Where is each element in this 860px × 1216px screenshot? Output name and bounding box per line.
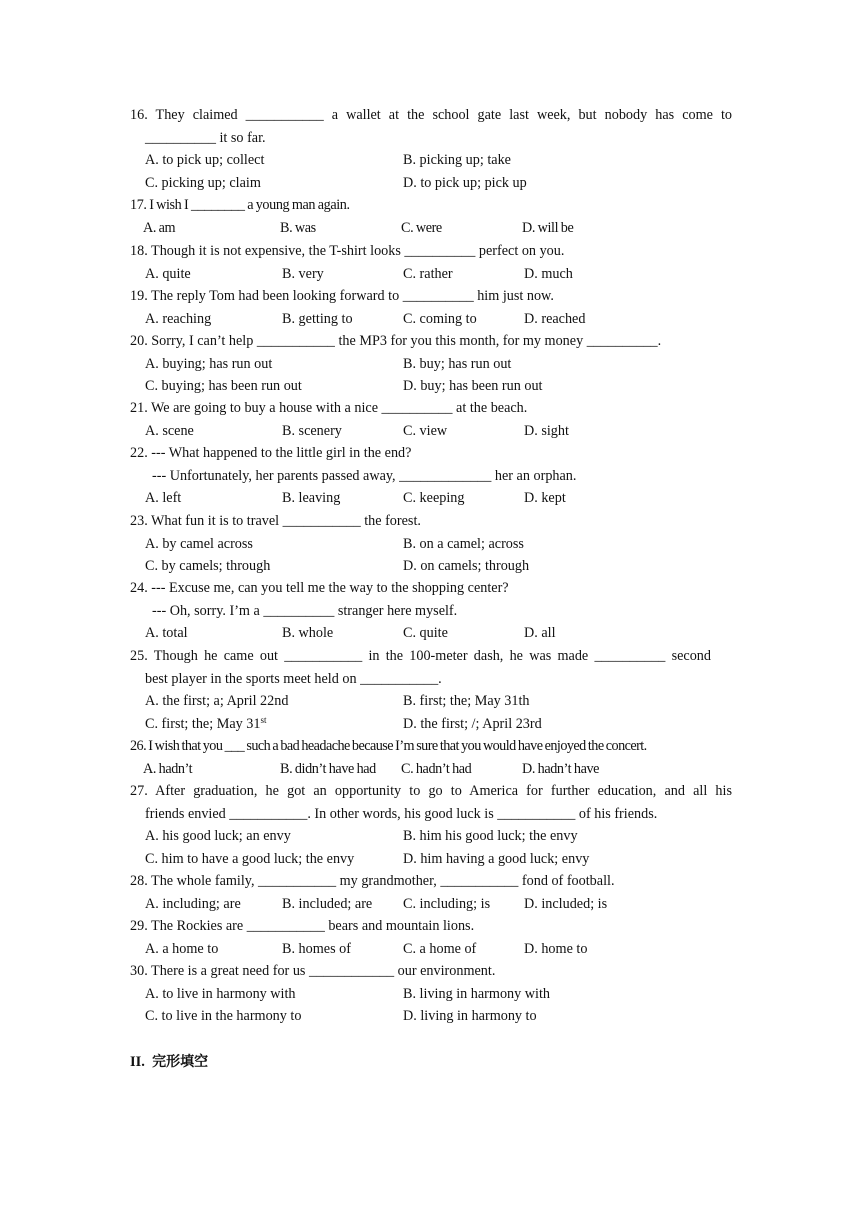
option-row xyxy=(130,690,732,713)
question-17 xyxy=(130,194,732,239)
option-row xyxy=(130,825,732,848)
question-stem-continued: friends envied ___________. In other words, his good luck is ___________ of his friends. xyxy=(145,805,658,822)
option-d[interactable]: D. to pick up; pick up xyxy=(403,174,527,191)
option-c[interactable]: C. coming to xyxy=(403,310,477,327)
option-c[interactable]: C. were xyxy=(401,219,442,236)
question-30 xyxy=(130,960,732,1028)
option-row xyxy=(130,848,732,871)
question-stem: 17. I wish I ________ a young man again. xyxy=(130,197,350,213)
question-19 xyxy=(130,285,732,330)
option-row xyxy=(130,308,732,331)
option-d[interactable]: D. all xyxy=(524,625,556,642)
option-b[interactable]: B. homes of xyxy=(282,940,351,957)
option-c[interactable]: C. including; is xyxy=(403,895,491,912)
option-b[interactable]: B. scenery xyxy=(282,422,342,439)
option-row xyxy=(130,149,732,172)
option-c[interactable]: C. first; the; May 31st xyxy=(145,714,267,732)
question-21 xyxy=(130,397,732,442)
option-b[interactable]: B. living in harmony with xyxy=(403,985,550,1002)
option-row xyxy=(130,758,750,781)
option-row xyxy=(130,353,732,376)
section-heading xyxy=(130,1051,208,1071)
question-25 xyxy=(130,645,732,735)
question-stem: 29. The Rockies are ___________ bears and mountain lions. xyxy=(130,918,475,934)
option-c[interactable]: C. by camels; through xyxy=(145,558,271,575)
option-c[interactable]: C. to live in the harmony to xyxy=(145,1008,302,1025)
dialogue-reply: --- Unfortunately, her parents passed away, _____________ her an orphan. xyxy=(152,467,577,484)
option-d[interactable]: D. on camels; through xyxy=(403,558,530,575)
option-b[interactable]: B. first; the; May 31th xyxy=(403,693,530,710)
option-b[interactable]: B. leaving xyxy=(282,490,341,507)
question-28 xyxy=(130,870,732,915)
question-stem: 20. Sorry, I can’t help ___________ the MP3 for you this month, for my money __________. xyxy=(130,333,662,349)
section-number: II. xyxy=(130,1054,145,1070)
question-23 xyxy=(130,510,732,578)
question-stem: 26. I wish that you ___ such a bad headache because I’m sure that you would have enjoyed the concert. xyxy=(130,738,647,754)
section-title: 完形填空 xyxy=(152,1054,209,1070)
question-stem-continued: best player in the sports meet held on ___________. xyxy=(145,670,442,687)
option-d[interactable]: D. much xyxy=(524,265,573,282)
option-a[interactable]: A. am xyxy=(143,219,176,236)
option-row xyxy=(130,713,732,736)
option-row xyxy=(130,263,732,286)
option-row xyxy=(130,375,732,398)
option-row xyxy=(130,420,732,443)
option-row xyxy=(130,893,732,916)
option-a[interactable]: A. hadn’t xyxy=(143,760,193,777)
option-c[interactable]: C. picking up; claim xyxy=(145,174,261,191)
option-b[interactable]: B. picking up; take xyxy=(403,152,511,169)
option-a[interactable]: A. by camel across xyxy=(145,535,253,552)
option-row xyxy=(130,1005,732,1028)
option-b[interactable]: B. getting to xyxy=(282,310,353,327)
ordinal-superscript: st xyxy=(260,714,267,725)
question-stem: 23. What fun it is to travel ___________ the forest. xyxy=(130,513,421,529)
question-27 xyxy=(130,780,732,870)
option-a[interactable]: A. including; are xyxy=(145,895,241,912)
option-a[interactable]: A. the first; a; April 22nd xyxy=(145,693,289,710)
option-d[interactable]: D. the first; /; April 23rd xyxy=(403,715,542,732)
option-c[interactable]: C. hadn’t had xyxy=(401,760,472,777)
question-stem: 16. They claimed ___________ a wallet at the school gate last week, but nobody has come to xyxy=(130,107,732,123)
question-stem-continued: __________ it so far. xyxy=(145,129,266,146)
question-24 xyxy=(130,577,732,645)
option-b[interactable]: B. didn’t have had xyxy=(280,760,376,777)
question-stem: 21. We are going to buy a house with a nice __________ at the beach. xyxy=(130,400,528,416)
option-row xyxy=(130,172,732,195)
option-row xyxy=(130,983,732,1006)
option-a[interactable]: A. reaching xyxy=(145,310,212,327)
option-c[interactable]: C. buying; has been run out xyxy=(145,378,302,395)
option-row xyxy=(130,622,732,645)
option-d[interactable]: D. home to xyxy=(524,940,588,957)
option-d[interactable]: D. him having a good luck; envy xyxy=(403,850,590,867)
question-18 xyxy=(130,240,732,285)
option-c[interactable]: C. keeping xyxy=(403,490,465,507)
option-a[interactable]: A. quite xyxy=(145,265,191,282)
option-a[interactable]: A. to live in harmony with xyxy=(145,985,296,1002)
option-d[interactable]: D. will be xyxy=(522,219,574,236)
question-stem: 30. There is a great need for us ____________ our environment. xyxy=(130,963,496,979)
dialogue-reply: --- Oh, sorry. I’m a __________ stranger here myself. xyxy=(152,602,458,619)
option-c[interactable]: C. him to have a good luck; the envy xyxy=(145,850,355,867)
option-b[interactable]: B. whole xyxy=(282,625,334,642)
option-a[interactable]: A. to pick up; collect xyxy=(145,152,265,169)
option-b[interactable]: B. included; are xyxy=(282,895,373,912)
option-a[interactable]: A. total xyxy=(145,625,188,642)
option-d[interactable]: D. reached xyxy=(524,310,586,327)
option-a[interactable]: A. his good luck; an envy xyxy=(145,828,291,845)
option-row xyxy=(130,487,732,510)
option-d[interactable]: D. living in harmony to xyxy=(403,1008,537,1025)
question-20 xyxy=(130,330,732,398)
option-b[interactable]: B. very xyxy=(282,265,324,282)
option-a[interactable]: A. left xyxy=(145,490,182,507)
option-a[interactable]: A. scene xyxy=(145,422,194,439)
question-stem: 24. --- Excuse me, can you tell me the way to the shopping center? xyxy=(130,580,509,596)
question-stem: 18. Though it is not expensive, the T-shirt looks __________ perfect on you. xyxy=(130,243,565,259)
option-b[interactable]: B. on a camel; across xyxy=(403,535,524,552)
option-c[interactable]: C. quite xyxy=(403,625,448,642)
option-row xyxy=(130,555,732,578)
option-d[interactable]: D. hadn’t have xyxy=(522,760,600,777)
option-d[interactable]: D. buy; has been run out xyxy=(403,378,543,395)
option-c[interactable]: C. rather xyxy=(403,265,453,282)
question-stem: 19. The reply Tom had been looking forward to __________ him just now. xyxy=(130,288,554,304)
question-stem: 28. The whole family, ___________ my grandmother, ___________ fond of football. xyxy=(130,873,615,889)
option-a[interactable]: A. buying; has run out xyxy=(145,355,273,372)
question-stem: 25. Though he came out ___________ in the 100-meter dash, he was made __________ second xyxy=(130,648,711,664)
question-26 xyxy=(130,735,750,780)
option-c[interactable]: C. view xyxy=(403,422,448,439)
option-d[interactable]: D. sight xyxy=(524,422,569,439)
option-row xyxy=(130,217,732,240)
question-stem: 22. --- What happened to the little girl in the end? xyxy=(130,445,412,461)
option-c[interactable]: C. a home of xyxy=(403,940,477,957)
option-b[interactable]: B. him his good luck; the envy xyxy=(403,828,578,845)
option-a[interactable]: A. a home to xyxy=(145,940,219,957)
option-row xyxy=(130,938,732,961)
option-b[interactable]: B. buy; has run out xyxy=(403,355,512,372)
question-22 xyxy=(130,442,732,510)
question-stem: 27. After graduation, he got an opportunity to go to America for further education, and all his xyxy=(130,783,732,799)
option-d[interactable]: D. kept xyxy=(524,490,566,507)
option-row xyxy=(130,533,732,556)
option-d[interactable]: D. included; is xyxy=(524,895,608,912)
option-b[interactable]: B. was xyxy=(280,219,316,236)
question-16 xyxy=(130,104,732,194)
question-29 xyxy=(130,915,732,960)
